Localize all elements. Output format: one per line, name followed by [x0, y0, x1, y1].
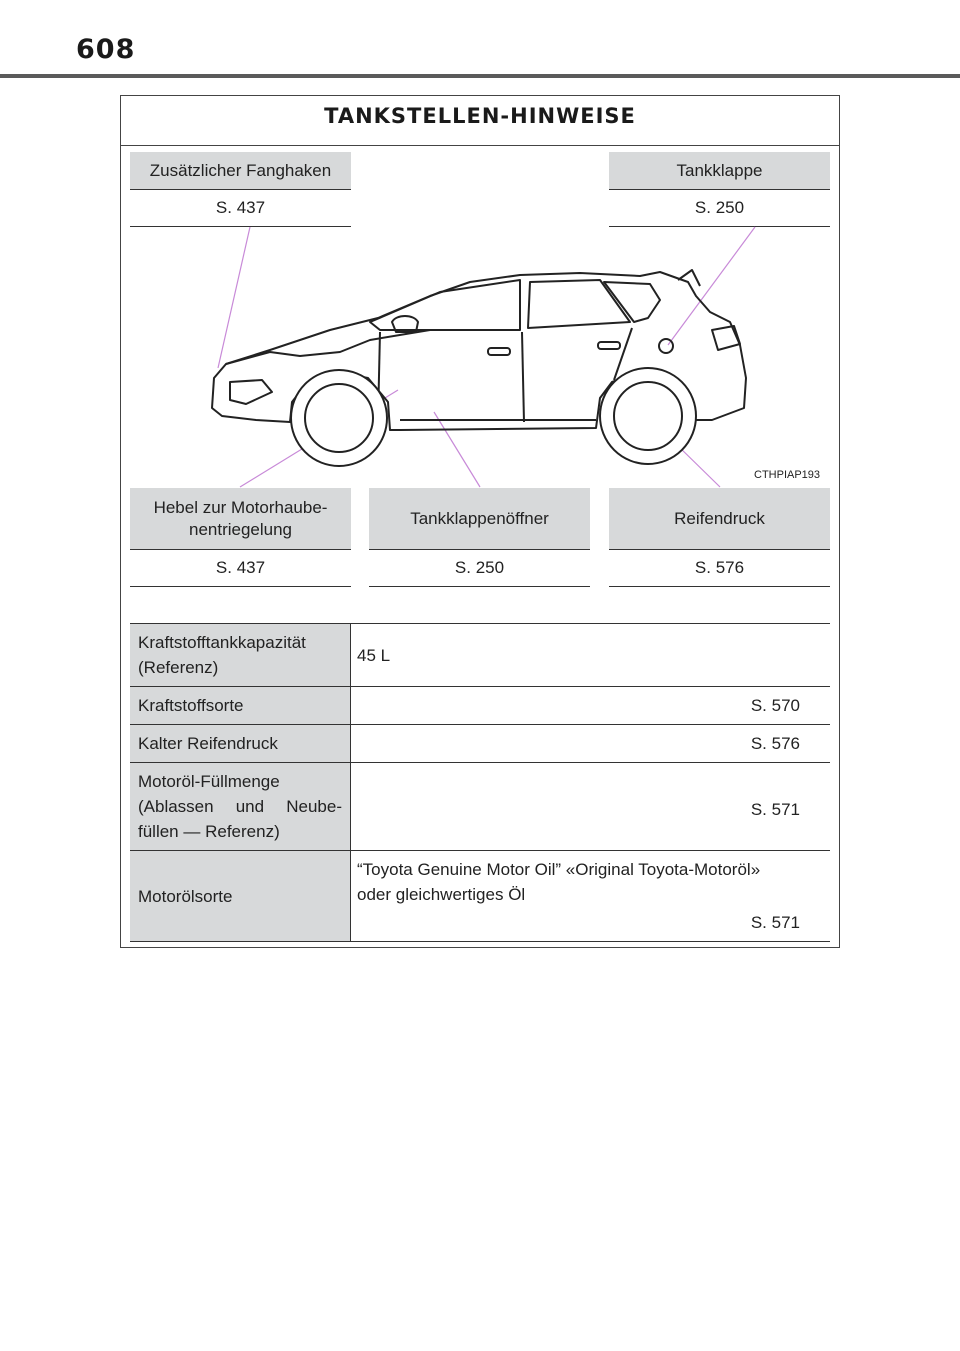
figure-code: CTHPIAP193: [754, 469, 821, 481]
leader-line-opener: [434, 412, 480, 487]
table-key: [130, 624, 351, 686]
wheels: [291, 368, 696, 466]
table-row: [130, 624, 830, 687]
table-key: Kalter Reifendruck: [130, 725, 351, 762]
table-key-line: (Ablassen und Neube-: [138, 797, 342, 816]
callout-label-line: nentriegelung: [188, 519, 293, 539]
quarter-window: [604, 282, 660, 322]
tail-light: [712, 326, 740, 350]
table-key-line: (Referenz): [138, 658, 219, 677]
callout-fuel-opener: [369, 488, 590, 587]
table-key: [130, 763, 351, 850]
table-key-line: Kraftstofftankkapazität: [138, 633, 306, 652]
table-value: [351, 725, 830, 762]
table-value-line: “Toyota Genuine Motor Oil” «Original Toyota-Motoröl»: [357, 860, 761, 879]
table-value-line: oder gleichwertiges Öl: [357, 885, 526, 904]
callout-label: Reifendruck: [609, 488, 830, 550]
rear-window: [528, 280, 630, 328]
callout-page-ref: S. 250: [369, 550, 590, 587]
leader-line-hook: [218, 227, 250, 368]
table-key: Kraftstoffsorte: [130, 687, 351, 724]
callout-label: Tankklappe: [609, 152, 830, 190]
callout-page-ref: S. 250: [609, 190, 830, 227]
page-ref: S. 571: [750, 800, 800, 819]
panel-title: TANKSTELLEN-HINWEISE: [324, 104, 636, 128]
table-value: 45 L: [357, 645, 391, 665]
hood-line: [226, 330, 430, 364]
callout-label: [130, 488, 351, 550]
table-row: [130, 687, 830, 725]
callout-tire-pressure: [609, 488, 830, 587]
callout-page-ref: S. 437: [130, 190, 351, 227]
table-value: [351, 763, 830, 850]
page-ref: S. 576: [750, 734, 800, 753]
table-key-line: füllen — Referenz): [138, 822, 280, 841]
door-line-middle: [522, 332, 524, 422]
rear-door-handle: [598, 342, 620, 349]
page-number: 608: [76, 34, 136, 65]
table-row: [130, 725, 830, 763]
table-key-line: Motoröl-Füllmenge: [138, 772, 280, 791]
front-door-handle: [488, 348, 510, 355]
table-row: [130, 763, 830, 851]
page-ref: S. 570: [750, 696, 800, 715]
car-diagram: [0, 0, 960, 520]
specs-table: [130, 623, 830, 942]
headlight: [230, 380, 272, 404]
fuel-door: [659, 339, 673, 353]
rear-rim: [614, 382, 682, 450]
table-row: [130, 851, 830, 942]
table-key: Motorölsorte: [130, 851, 351, 941]
page-ref: S. 571: [750, 913, 800, 932]
callout-label: Tankklappenöffner: [369, 488, 590, 550]
front-rim: [305, 384, 373, 452]
callout-label: Zusätzlicher Fanghaken: [130, 152, 351, 190]
table-value: [351, 687, 830, 724]
callout-label-line: Hebel zur Motorhaube-: [153, 497, 328, 517]
callout-page-ref: S. 576: [609, 550, 830, 587]
callout-page-ref: S. 437: [130, 550, 351, 587]
callout-hood-release: [130, 488, 351, 587]
leader-line-fuel-door: [668, 227, 755, 345]
table-value: [351, 851, 830, 941]
